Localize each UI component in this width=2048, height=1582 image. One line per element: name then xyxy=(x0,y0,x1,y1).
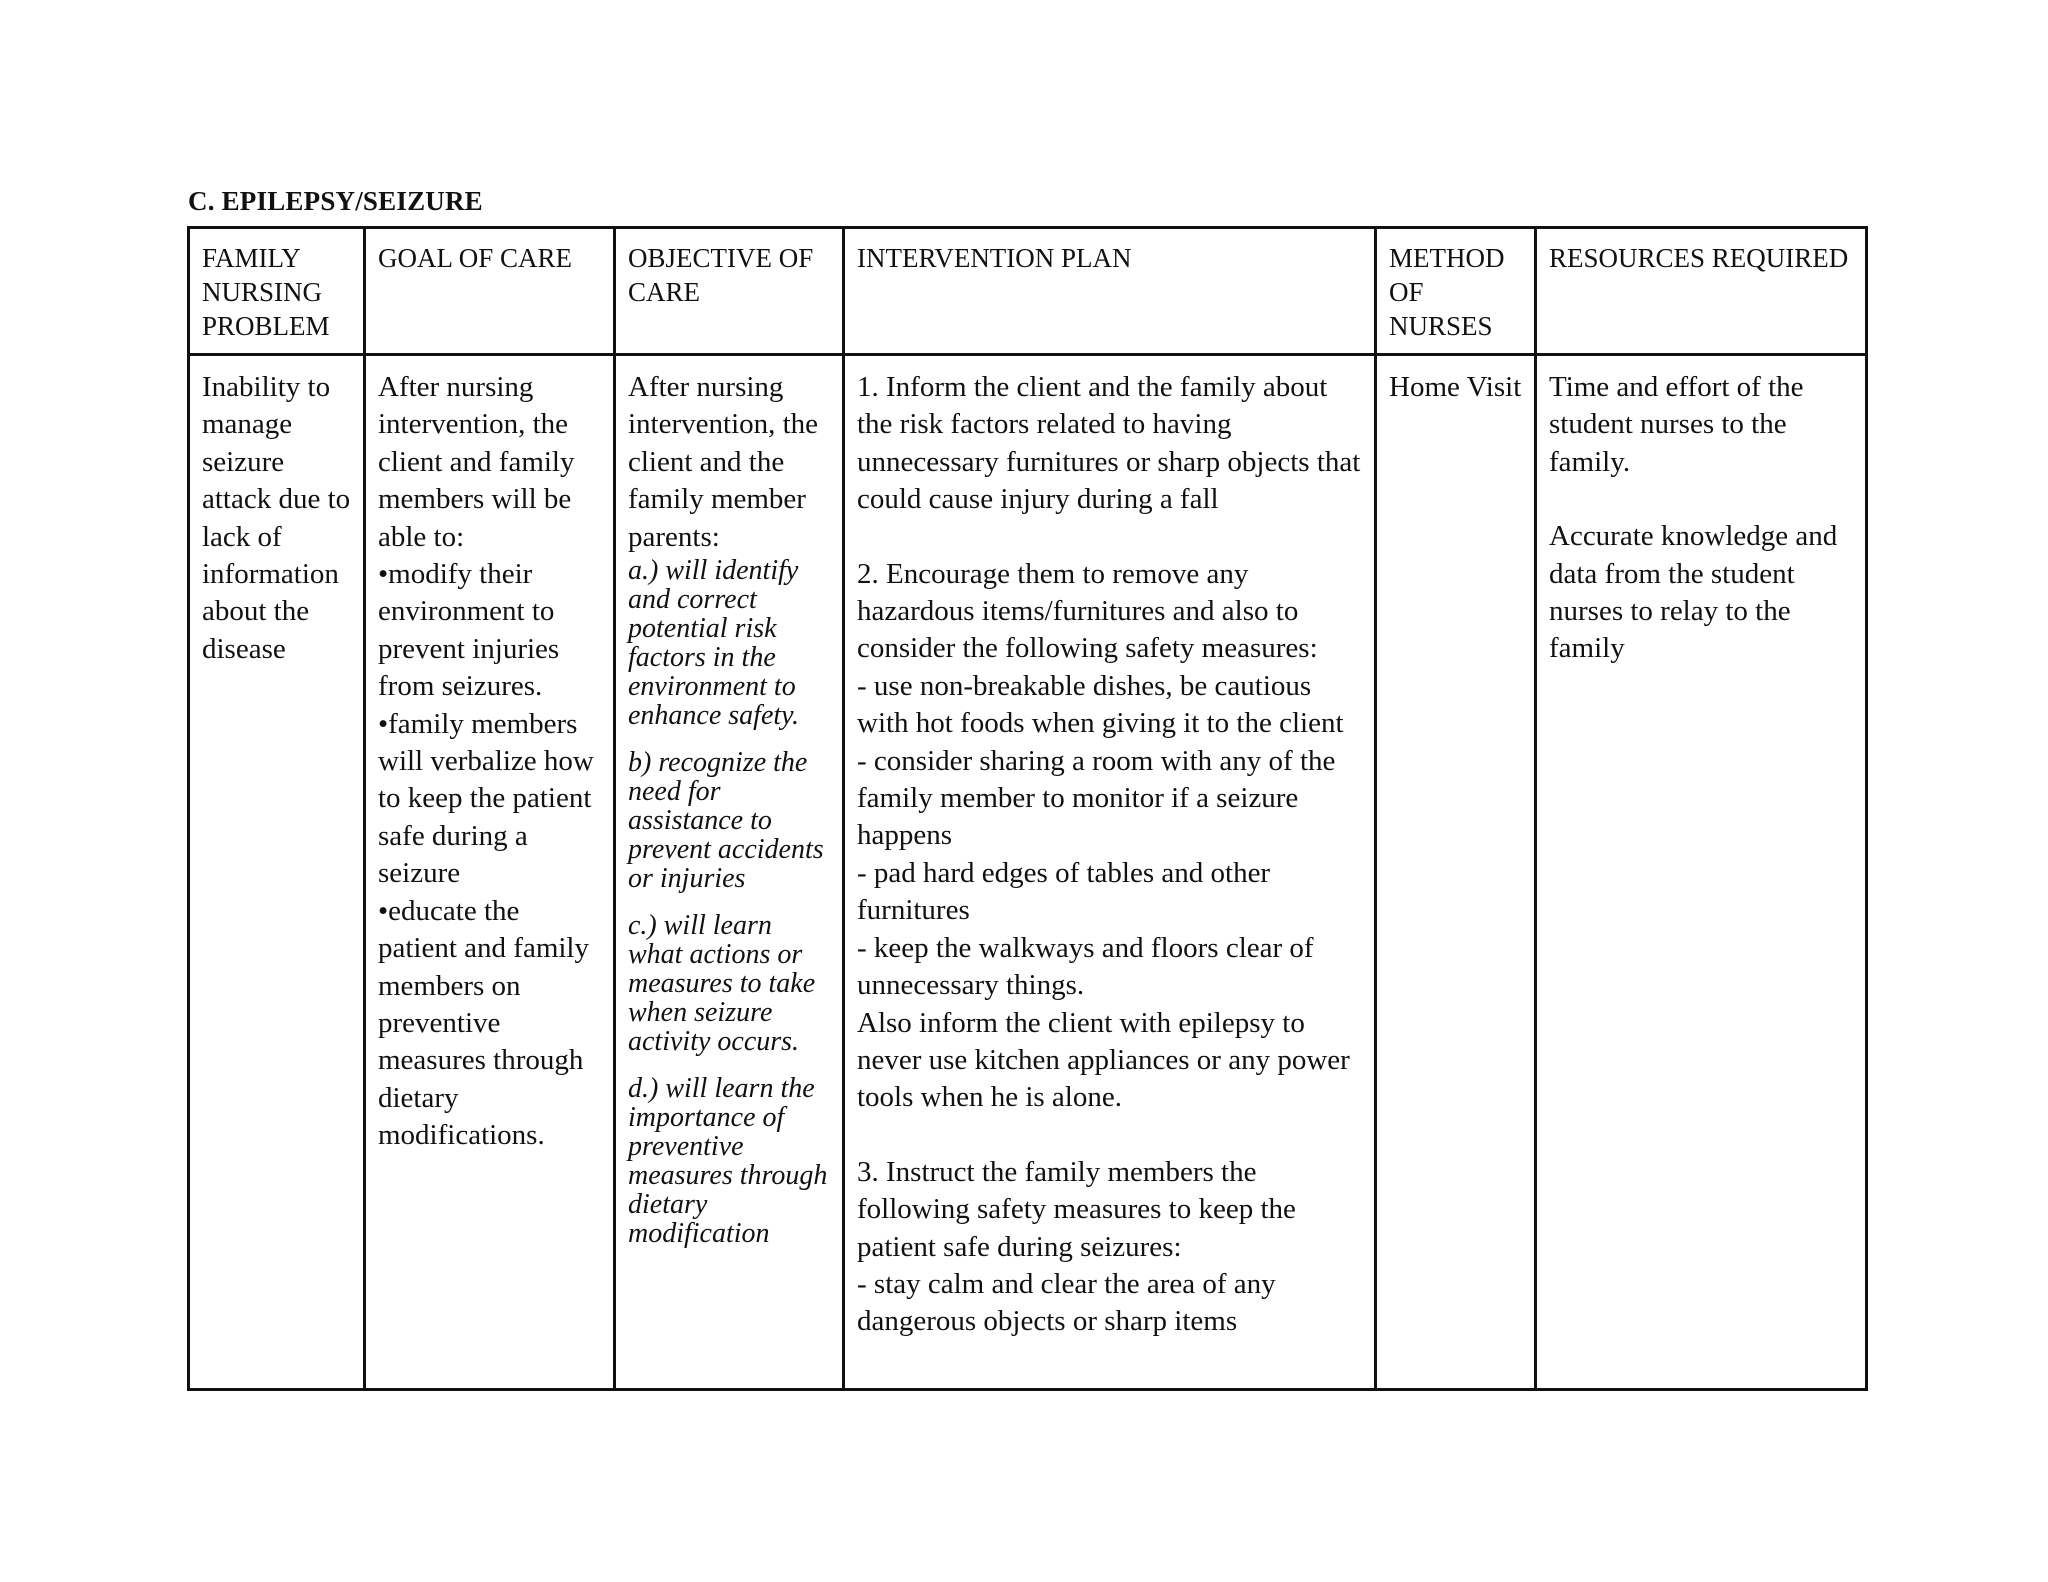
problem-cell xyxy=(189,355,365,1390)
intervention-step-2-item: - use non-breakable dishes, be cautious with hot foods when giving it to the client xyxy=(857,669,1344,740)
header-objective-of-care: OBJECTIVE OF CARE xyxy=(615,228,844,355)
goal-item: •modify their environment to prevent injuries from seizures. xyxy=(378,558,560,703)
goal-intro: After nursing intervention, the client and family members will be able to: xyxy=(378,371,575,553)
intervention-step-3: 3. Instruct the family members the following safety measures to keep the patient safe during seizures: xyxy=(857,1155,1296,1263)
objective-intro: After nursing intervention, the client and the family member parents: xyxy=(628,371,819,553)
section-title: C. EPILEPSY/SEIZURE xyxy=(188,186,483,216)
method-text: Home Visit xyxy=(1389,371,1522,403)
problem-text: Inability to manage seizure attack due to lack of information about the disease xyxy=(202,371,351,665)
objective-cell xyxy=(615,355,844,1390)
intervention-step-2-item: - keep the walkways and floors clear of unnecessary things. xyxy=(857,931,1314,1002)
header-family-nursing-problem: FAMILY NURSING PROBLEM xyxy=(189,228,365,355)
intervention-cell xyxy=(844,355,1376,1390)
objective-item: a.) will identify and correct potential risk factors in the environment to enhance safety. xyxy=(628,555,800,732)
header-intervention-plan: INTERVENTION PLAN xyxy=(844,228,1376,355)
care-plan-table xyxy=(187,226,1868,1391)
header-method-of-nurses: METHOD OF NURSES xyxy=(1376,228,1536,355)
table-header-row xyxy=(189,228,1867,355)
goal-cell xyxy=(365,355,615,1390)
goal-item: •family members will verbalize how to keep the patient safe during a seizure xyxy=(378,707,594,890)
intervention-step-2-item: - pad hard edges of tables and other furnitures xyxy=(857,856,1271,927)
goal-item: •educate the patient and family members on preventive measures through dietary modifications. xyxy=(378,894,589,1152)
table-row xyxy=(189,355,1867,1390)
intervention-step-2-note: Also inform the client with epilepsy to never use kitchen appliances or any power tools when he is alone. xyxy=(857,1006,1350,1114)
intervention-step-3-item: - stay calm and clear the area of any dangerous objects or sharp items xyxy=(857,1267,1276,1338)
header-resources-required: RESOURCES REQUIRED xyxy=(1536,228,1867,355)
intervention-step-2: 2. Encourage them to remove any hazardous items/furnitures and also to consider the following safety measures: xyxy=(857,557,1318,665)
method-cell xyxy=(1376,355,1536,1390)
intervention-step-2-item: - consider sharing a room with any of the family member to monitor if a seizure happens xyxy=(857,744,1336,852)
objective-item: d.) will learn the importance of preventive measures through dietary modification xyxy=(628,1073,828,1250)
resources-paragraph: Time and effort of the student nurses to the family. xyxy=(1549,371,1804,478)
intervention-step-1: 1. Inform the client and the family about the risk factors related to having unnecessary furnitures or sharp objects that could cause injury during a fall xyxy=(857,371,1361,516)
objective-item: b) recognize the need for assistance to prevent accidents or injuries xyxy=(628,747,824,895)
objective-item: c.) will learn what actions or measures to take when seizure activity occurs. xyxy=(628,910,816,1058)
header-goal-of-care: GOAL OF CARE xyxy=(365,228,615,355)
resources-cell xyxy=(1536,355,1867,1390)
resources-paragraph: Accurate knowledge and data from the student nurses to relay to the family xyxy=(1549,520,1838,665)
